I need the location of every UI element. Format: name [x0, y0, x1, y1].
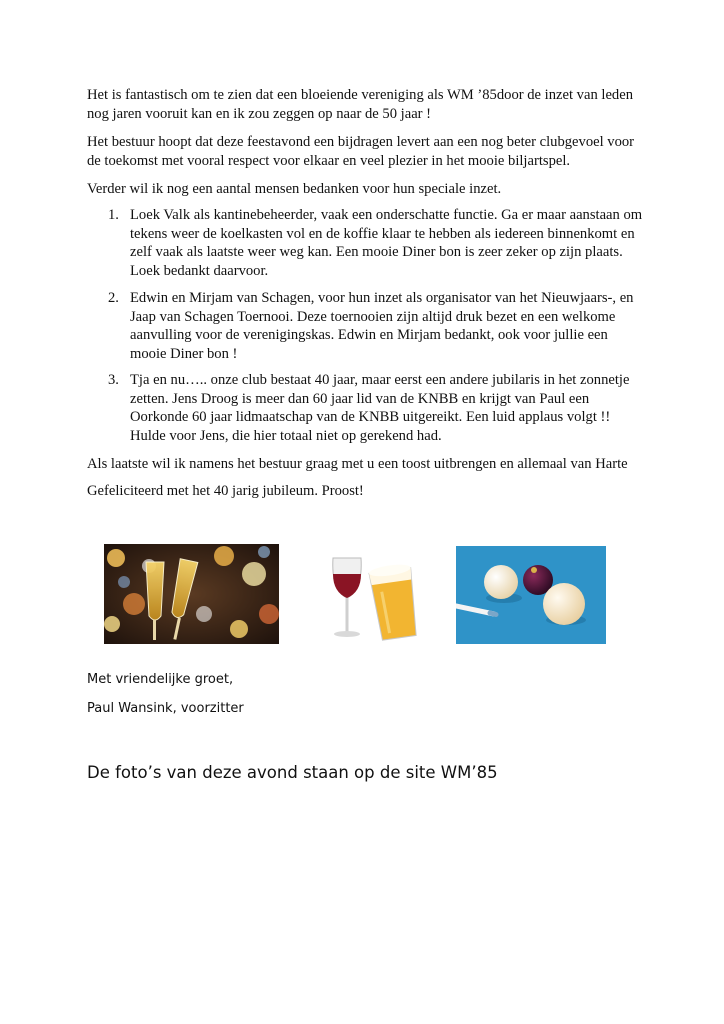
list-item — [87, 289, 647, 363]
champagne-toast-image — [104, 544, 279, 644]
list-item-text: Loek Valk als kantinebeheerder, vaak een onderschatte functie. Ga er maar aanstaan om tekens weer de koelkasten vol en de koffie klaar te hebben als iedereen binnenkomt en zelf vaak als laatste weer weg kan. Een mooie Diner bon is zeer zeker op zijn plaats. Loek bedankt daarvoor. — [130, 207, 643, 279]
wine-beer-photo — [311, 540, 433, 645]
signature: Paul Wansink, voorzitter — [87, 701, 244, 716]
photos-note: De foto’s van deze avond staan op de site WM’85 — [87, 763, 498, 782]
billiard-balls-image — [456, 546, 606, 644]
congratulations-paragraph: Gefeliciteerd met het 40 jarig jubileum. Proost! — [87, 483, 364, 499]
closing-greeting: Met vriendelijke groet, — [87, 672, 234, 687]
list-item-text: Edwin en Mirjam van Schagen, voor hun inzet als organisator van het Nieuwjaars-, en Jaap van Schagen Toernooi. Deze toernooien zijn altijd druk bezet en een welkome aanvulling voor de verenigingskas. Edwin en Mirjam bedankt, ook voor jullie een mooie Diner bon ! — [130, 290, 634, 362]
board-paragraph: Het bestuur hoopt dat deze feestavond een bijdragen levert aan een nog beter clubgevoel voor de toekomst met vooral respect voor elkaar en veel plezier in het mooie biljartspel. — [87, 134, 635, 169]
intro-paragraph: Het is fantastisch om te zien dat een bloeiende vereniging als WM ’85door de inzet van leden nog jaren vooruit kan en ik zou zeggen op naar de 50 jaar ! — [87, 87, 634, 122]
list-number: 3. — [108, 372, 119, 388]
champagne-photo — [104, 544, 279, 644]
toast-paragraph: Als laatste wil ik namens het bestuur graag met u een toost uitbrengen en allemaal van Harte — [87, 456, 628, 472]
list-item-text: Tja en nu….. onze club bestaat 40 jaar, maar eerst een andere jubilaris in het zonnetje zetten. Jens Droog is meer dan 60 jaar lid van de KNBB en krijgt van Paul een Oorkonde 60 jaar lidmaatschap van de KNBB uitgereikt. Een luid applaus volgt !! Hulde voor Jens, die hier totaal niet op gerekend had. — [130, 372, 630, 444]
billiard-photo — [456, 546, 606, 644]
thanks-intro-paragraph: Verder wil ik nog een aantal mensen bedanken voor hun speciale inzet. — [87, 181, 502, 197]
list-item — [87, 206, 647, 280]
list-item — [87, 371, 647, 445]
list-number: 1. — [108, 207, 119, 223]
wine-and-beer-image — [311, 540, 433, 645]
list-number: 2. — [108, 290, 119, 306]
